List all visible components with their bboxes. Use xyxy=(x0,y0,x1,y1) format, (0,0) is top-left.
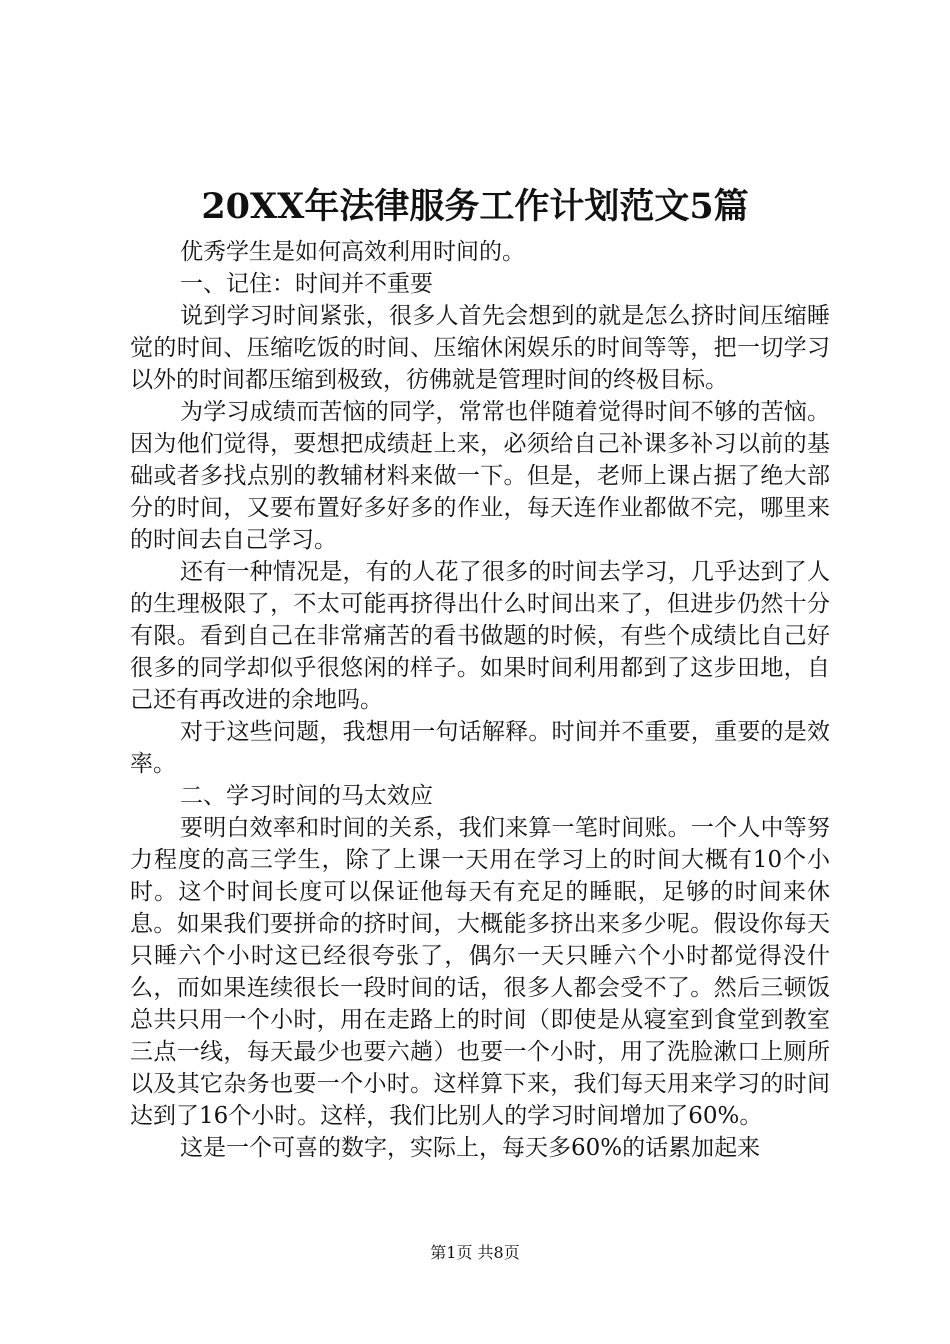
paragraph: 为学习成绩而苦恼的同学，常常也伴随着觉得时间不够的苦恼。因为他们觉得，要想把成绩赶上来，必须给自己补课多补习以前的基础或者多找点别的教辅材料来做一下。但是，老师上课占据了绝大部分的时间，又要布置好多好多的作业，每天连作业都做不完，哪里来的时间去自己学习。 xyxy=(130,399,830,553)
section-heading: 一、记住：时间并不重要 xyxy=(180,271,433,297)
page-footer: 第1页 共8页 xyxy=(430,1243,520,1262)
paragraph: 说到学习时间紧张，很多人首先会想到的就是怎么挤时间压缩睡觉的时间、压缩吃饭的时间、压缩休闲娱乐的时间等等，把一切学习以外的时间都压缩到极致，彷佛就是管理时间的终极目标。 xyxy=(130,303,830,393)
paragraph: 这是一个可喜的数字，实际上，每天多60%的话累加起来 xyxy=(180,1135,761,1161)
paragraph: 对于这些问题，我想用一句话解释。时间并不重要，重要的是效率。 xyxy=(130,719,830,777)
paragraph: 还有一种情况是，有的人花了很多的时间去学习，几乎达到了人的生理极限了，不太可能再挤得出什么时间出来了，但进步仍然十分有限。看到自己在非常痛苦的看书做题的时候，有些个成绩比自己好很多的同学却似乎很悠闲的样子。如果时间利用都到了这步田地，自己还有再改进的余地吗。 xyxy=(130,559,830,713)
document-title: 20XX年法律服务工作计划范文5篇 xyxy=(201,186,749,227)
paragraph: 优秀学生是如何高效利用时间的。 xyxy=(180,239,525,265)
paragraph: 要明白效率和时间的关系，我们来算一笔时间账。一个人中等努力程度的高三学生，除了上课一天用在学习上的时间大概有10个小时。这个时间长度可以保证他每天有充足的睡眠，足够的时间来休息。如果我们要拼命的挤时间，大概能多挤出来多少呢。假设你每天只睡六个小时这已经很夸张了，偶尔一天只睡六个小时都觉得没什么，而如果连续很长一段时间的话，很多人都会受不了。然后三顿饭总共只用一个小时，用在走路上的时间（即使是从寝室到食堂到教室三点一线，每天最少也要六趟）也要一个小时，用了洗脸漱口上厕所以及其它杂务也要一个小时。这样算下来，我们每天用来学习的时间达到了16个小时。这样，我们比别人的学习时间增加了60%。 xyxy=(130,815,830,1129)
document-body xyxy=(130,236,830,1164)
section-heading: 二、学习时间的马太效应 xyxy=(180,783,433,809)
